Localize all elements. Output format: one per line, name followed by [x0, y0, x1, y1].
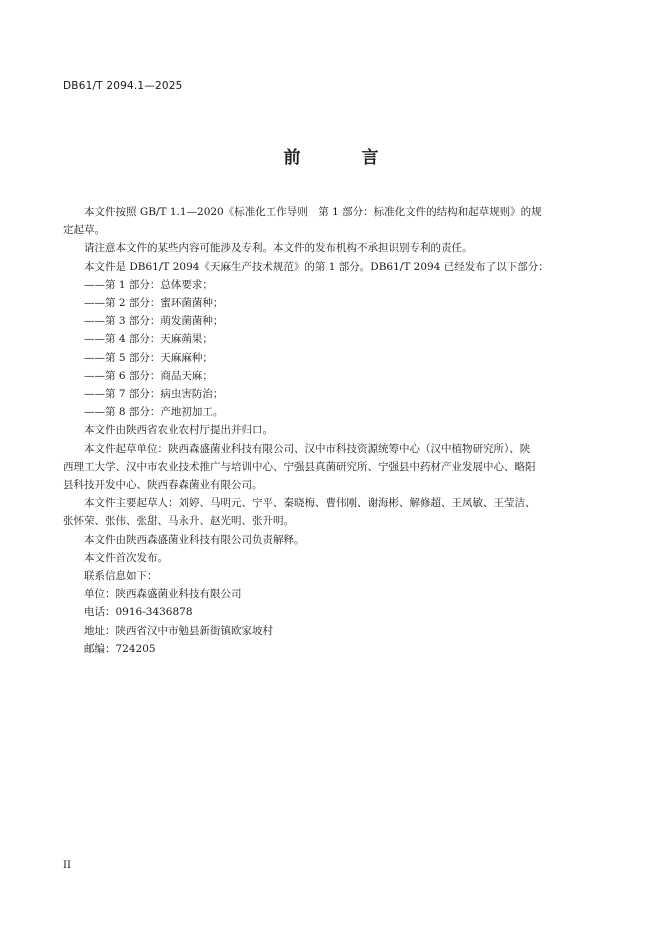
contact-postcode: 邮编：724205	[84, 642, 156, 655]
paragraph-drafting-units: 本文件起草单位：陕西森盛菌业科技有限公司、汉中市科技资源统筹中心（汉中植物研究所）、陕	[84, 442, 531, 455]
page-title: 前 言	[283, 148, 401, 168]
paragraph-series-intro: 本文件是 DB61/T 2094《天麻生产技术规范》的第 1 部分。DB61/T 2094 已经发布了以下部分：	[84, 260, 549, 273]
paragraph-interpretation: 本文件由陕西森盛菌业科技有限公司负责解释。	[84, 533, 305, 546]
paragraph-drafters: 本文件主要起草人：刘婷、马明元、宁平、秦晓梅、曹伟刚、谢海彬、解修超、王凤敏、王莹洁、	[84, 497, 536, 510]
foreword-body	[63, 203, 593, 658]
document-code: DB61/T 2094.1—2025	[63, 80, 183, 92]
contact-phone: 电话：0916-3436878	[84, 606, 193, 619]
paragraph-drafters-cont: 张怀荣、张伟、张甜、马永升、赵光明、张升明。	[63, 515, 294, 528]
contact-address: 地址：陕西省汉中市勉县新街镇欧家坡村	[84, 624, 273, 637]
paragraph-proposer: 本文件由陕西省农业农村厅提出并归口。	[84, 424, 273, 437]
list-item-part-7: ——第 7 部分：病虫害防治；	[84, 388, 224, 401]
contact-unit: 单位：陕西森盛菌业科技有限公司	[84, 588, 242, 601]
paragraph-first-release: 本文件首次发布。	[84, 551, 168, 564]
list-item-part-8: ——第 8 部分：产地初加工。	[84, 406, 224, 419]
paragraph-drafting-units-cont: 县科技开发中心、陕西春森菌业有限公司。	[63, 479, 263, 492]
page-number: II	[63, 860, 71, 871]
list-item-part-4: ——第 4 部分：天麻蒴果；	[84, 333, 213, 346]
list-item-part-5: ——第 5 部分：天麻麻种；	[84, 351, 213, 364]
paragraph-drafting-units-cont: 西理工大学、汉中市农业技术推广与培训中心、宁强县真菌研究所、宁强县中药材产业发展中心、略阳	[63, 460, 536, 473]
paragraph-patent-notice: 请注意本文件的某些内容可能涉及专利。本文件的发布机构不承担识别专利的责任。	[84, 242, 473, 255]
list-item-part-6: ——第 6 部分：商品天麻；	[84, 369, 213, 382]
paragraph-drafting-rules-cont: 定起草。	[63, 224, 105, 237]
paragraph-drafting-rules: 本文件按照 GB/T 1.1—2020《标准化工作导则 第 1 部分：标准化文件的结构和起草规则》的规	[84, 206, 542, 218]
list-item-part-2: ——第 2 部分：蜜环菌菌种；	[84, 297, 224, 310]
list-item-part-3: ——第 3 部分：萌发菌菌种；	[84, 315, 224, 328]
paragraph-contact-heading: 联系信息如下：	[84, 570, 158, 583]
list-item-part-1: ——第 1 部分：总体要求；	[84, 278, 213, 291]
